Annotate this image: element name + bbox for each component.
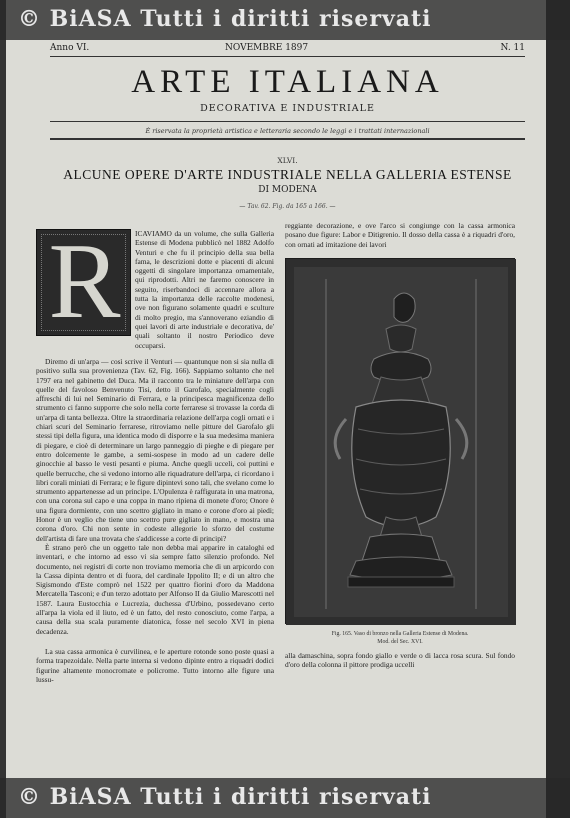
article-title: ALCUNE OPERE D'ARTE INDUSTRIALE NELLA GALLERIA ESTENSE: [63, 167, 512, 182]
vase-illustration: [286, 259, 516, 625]
left-column-end: [36, 647, 274, 695]
watermark-top: © BiASA Tutti i diritti riservati: [0, 0, 570, 40]
right-column-bottom-text: alla damaschina, sopra fondo giallo e verde o di lacca rosa scura. Sul fondo d'oro della colonna il pittore prodiga uccelli: [285, 651, 515, 670]
paragraph-1: Diremo di un'arpa — così scrive il Venturi — quantunque non si sia nulla di positivo sulla sua provenienza (Tav. 62, Fig. 166). Sappiamo soltanto che nel 1797 era nel gabinetto del Duca. Ma il racconto tra le miniature dell'arpa con quelle del favoloso Benvenuto Tisi, detto il Garofalo, specialmente cogli affreschi di lui nel Seminario di Ferrara, e la principesca magnificenza dello strumento ci fanno supporre che solo nella corte ferrarese si trovasse la corda di un'arpa di tanta bellezza. Oltre la straordinaria relazione dell'arpa cogli ornati e i chiari scuri del Seminario ferrarese, ritroviamo nelle pitture del Garofalo gli stessi tipi della figura, una identica modo di disporre e la sua medesima maniera di piegare, e cioè di determinare un largo panneggio di pieghe e di piegare per entro dolcemente le gambe, a semi-sospese in modo ad un cadere delle ginocchie al basso le vesti pesanti e piuma. Anche quegli ucceli, coi puttini e quelle berrucche, che si vedono intorno alle riquadrature dell'arpa, ci ricordano i libri corali miniati di Ferrara; e le figure dipintevi sono tali, che svelano come lo strumento appartenesse ad un principe. L'Opulenza è raffigurata in una matrona, con una corona sul capo e una coppa in mano ripiena di monete d'oro; Onore è una figura dormiente, con uno scettro gigliato in mano e corone d'oro ai piedi; Honor è un veglio che tiene uno scettro pure gigliato in mano, e mostra una corona d'oro. Chi non sente in codeste allegorie lo sforzo del costume dell'artista di fare una trovata che s'addicesse a corte di principi?: [36, 357, 274, 543]
article-subtitle: DI MODENA: [258, 185, 317, 195]
lead-paragraph-beside-initial: [135, 229, 274, 350]
masthead-title: ARTE ITALIANA: [131, 64, 444, 100]
decorated-initial: [36, 222, 131, 341]
watermark-bottom: © BiASA Tutti i diritti riservati: [0, 778, 570, 818]
figure-caption: [285, 631, 515, 646]
masthead-rule-bottom: [50, 138, 525, 140]
masthead-rule-top: [50, 121, 525, 122]
header-number: N. 11: [500, 43, 525, 53]
header-volume: Anno VI.: [50, 43, 90, 53]
figure-caption-line-2: Mod. del Sec. XVI.: [377, 638, 423, 645]
masthead-subtitle: DECORATIVA E INDUSTRIALE: [200, 103, 375, 114]
header-date: NOVEMBRE 1897: [225, 43, 309, 53]
initial-letter: R: [48, 222, 121, 341]
left-column-body: [36, 357, 274, 645]
page-edge-shadow: [546, 0, 570, 818]
paragraph-3: La sua cassa armonica è curvilinea, e le aperture rotonde sono poste quasi a forma trapezoidale. Nella parte interna si vedono dipinte entro a riquadri dodici figurine altamente monocromate e policrome. Tutto intorno alle figure una lussu-: [36, 647, 274, 684]
header-rule: [50, 56, 525, 57]
right-column-bottom: [285, 651, 515, 671]
masthead-tagline: È riservata la proprietà artistica e letteraria secondo le leggi e i trattati internazionali: [145, 127, 430, 135]
figure-caption-line-1: Fig. 165. Vaso di bronzo nella Galleria Estense di Modena.: [331, 631, 469, 637]
right-column-top: [285, 221, 515, 249]
paragraph-2: È strano però che un oggetto tale non debba mai apparire in cataloghi ed inventari, e che intorno ad esso vi sia sempre fatto silenzio profondo. Nel documento, nei registri di corte non troviamo memoria che di un arpicordo con la Cassa dipinta dentro et di fuora, del cardinale Ippolito II; e di un altro che Sigismondo d'Este comprò nel 1522 per quattro fiorini d'oro da Maddona Mercatella Tasconi; e d'un terzo adottato per Alfonso II da Giulio Marescotti nel 1587. Laura Eustocchia e Lucrezia, duchessa d'Urbino, possedevano certo all'arpa la viola ed il liuto, ed è un fatto, del resto conosciuto, come l'arpa, a causa della sua scala puramente diatonica, fosse nel secolo XVI in piena decadenza.: [36, 542, 274, 636]
article-number: XLVI.: [277, 156, 298, 165]
right-column-top-text: reggiante decorazione, e ove l'arco si congiunge con la cassa armonica posano due figure: Labor e Ditigrenio. Il dosso della cassa è a riquadri d'oro, con ornati ad imitazione dei lavori: [285, 221, 515, 249]
lead-text: ICAVIAMO da un volume, che sulla Galleria Estense di Modena pubblicò nel 1882 Adolfo Venturi e che fu il principio della sua bella fama, le descrizioni dotte e piacenti di alcuni oggetti di singolare importanza ornamentale, qui riprodotti. Altri ne faremo conoscere in seguito, riserbandoci di accennare allora a tutta la importanza delle raccolte modenesi, ove non figurano solamente quadri e sculture di molto pregio, ma s'annoverano eziandio di quei lavori di arte industriale e decorativa, de' quali soltanto il nostro Periodico deve occuparsi.: [135, 229, 274, 350]
plate-reference: — Tav. 62. Fig. da 165 a 166. —: [239, 203, 336, 210]
figure-bronze-vase: [285, 258, 515, 624]
